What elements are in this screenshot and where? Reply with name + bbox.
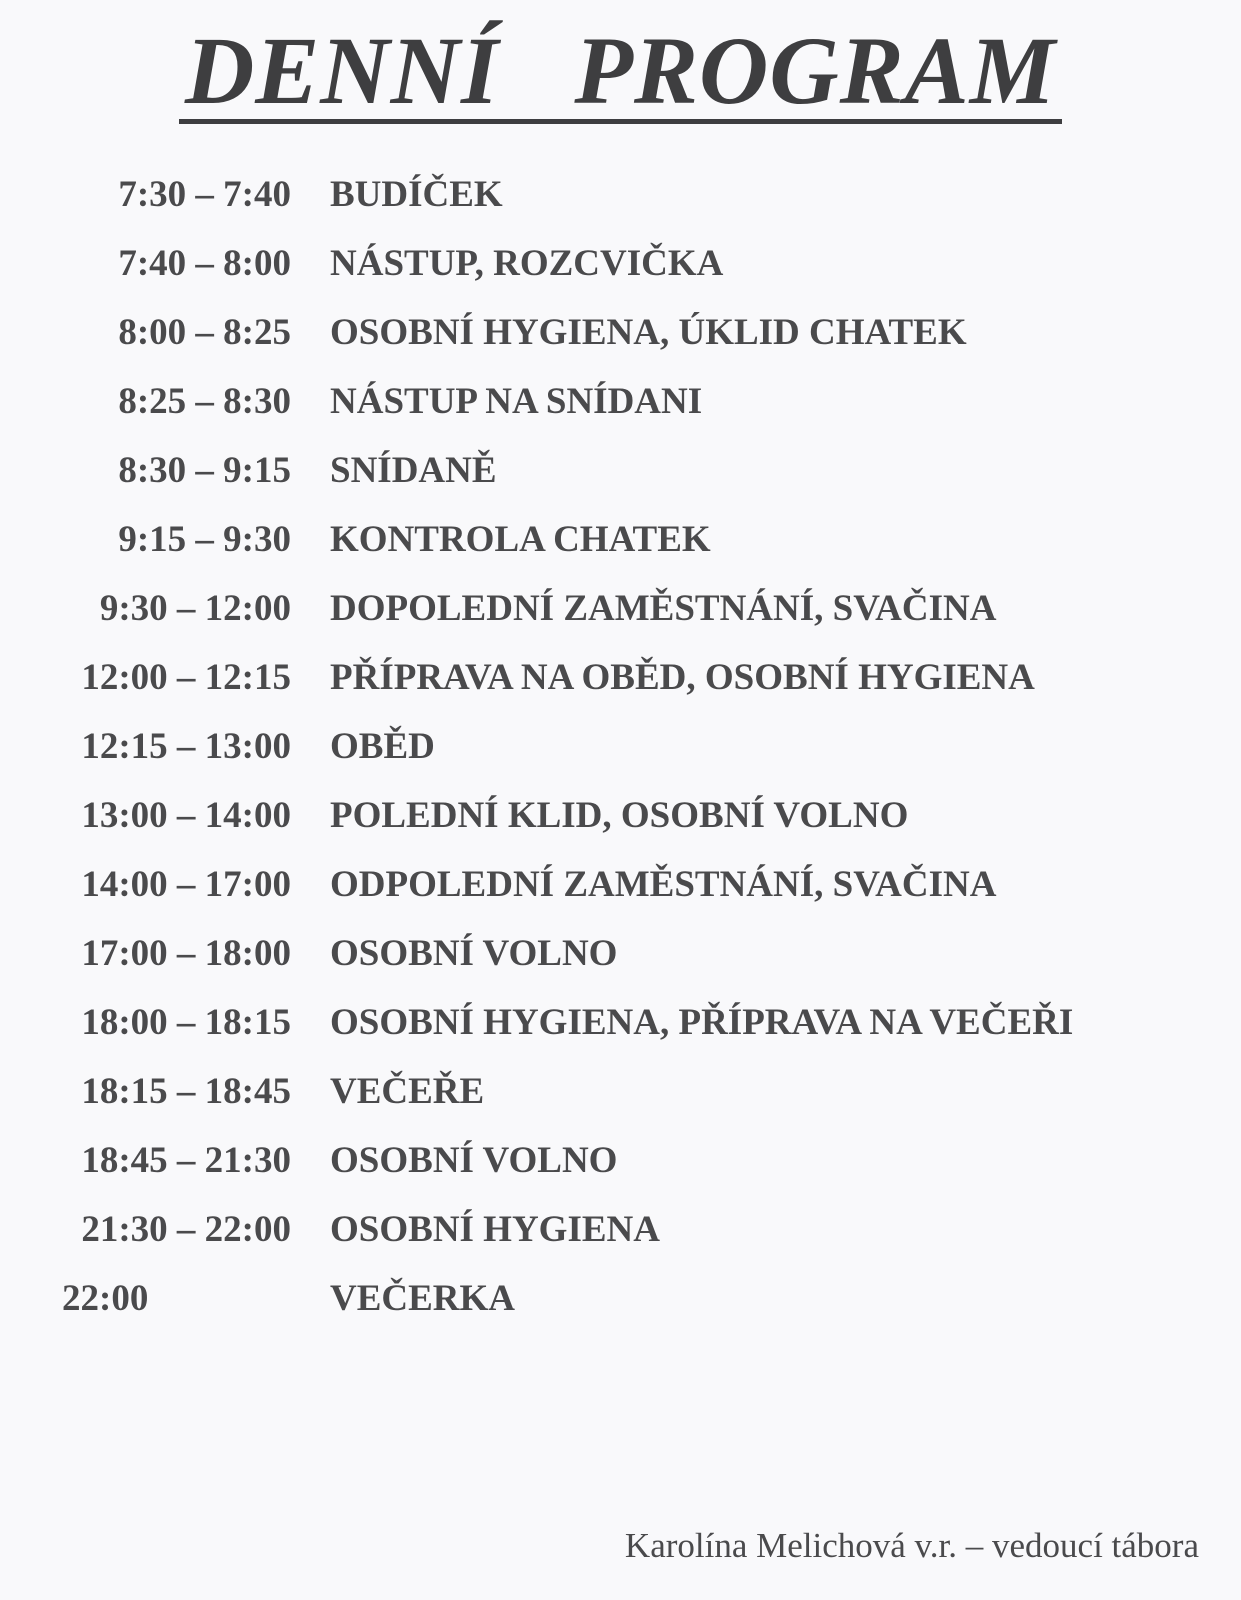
schedule-activity: OSOBNÍ HYGIENA, PŘÍPRAVA NA VEČEŘI: [330, 1002, 1074, 1043]
schedule-time: 18:00 – 18:15: [81, 1002, 291, 1043]
page-title-text: DENNÍ PROGRAM: [179, 23, 1062, 124]
schedule-activity: DOPOLEDNÍ ZAMĚSTNÁNÍ, SVAČINA: [330, 588, 997, 629]
schedule-row: [0, 160, 1241, 229]
schedule-activity: POLEDNÍ KLID, OSOBNÍ VOLNO: [330, 795, 909, 836]
schedule-time: 17:00 – 18:00: [81, 933, 291, 974]
schedule-time: 22:00: [62, 1278, 149, 1319]
schedule-row: [0, 781, 1241, 850]
schedule-row: [0, 1126, 1241, 1195]
schedule-row: [0, 298, 1241, 367]
schedule-activity: KONTROLA CHATEK: [330, 519, 711, 560]
page-title: [0, 16, 1241, 126]
schedule-activity: VEČERKA: [330, 1278, 516, 1319]
schedule-row: [0, 1195, 1241, 1264]
schedule-time: 12:00 – 12:15: [81, 657, 291, 698]
schedule-time: 21:30 – 22:00: [81, 1209, 291, 1250]
schedule-time: 8:00 – 8:25: [118, 312, 291, 353]
schedule-time: 18:15 – 18:45: [81, 1071, 291, 1112]
schedule-row: [0, 229, 1241, 298]
schedule-time: 13:00 – 14:00: [81, 795, 291, 836]
schedule-activity: OSOBNÍ VOLNO: [330, 1140, 618, 1181]
schedule-time: 8:25 – 8:30: [118, 381, 291, 422]
schedule-list: [0, 160, 1241, 1333]
schedule-activity: OSOBNÍ HYGIENA: [330, 1209, 660, 1250]
schedule-row: [0, 574, 1241, 643]
schedule-activity: OBĚD: [330, 726, 435, 767]
schedule-activity: ODPOLEDNÍ ZAMĚSTNÁNÍ, SVAČINA: [330, 864, 997, 905]
schedule-activity: VEČEŘE: [330, 1071, 485, 1112]
schedule-row: [0, 712, 1241, 781]
schedule-row: [0, 919, 1241, 988]
schedule-row: [0, 1264, 1241, 1333]
schedule-activity: PŘÍPRAVA NA OBĚD, OSOBNÍ HYGIENA: [330, 657, 1035, 698]
schedule-time: 8:30 – 9:15: [118, 450, 291, 491]
schedule-time: 7:30 – 7:40: [118, 174, 291, 215]
schedule-row: [0, 988, 1241, 1057]
schedule-row: [0, 643, 1241, 712]
schedule-activity: NÁSTUP, ROZCVIČKA: [330, 243, 724, 284]
schedule-activity: SNÍDANĚ: [330, 450, 497, 491]
schedule-time: 9:30 – 12:00: [99, 588, 291, 629]
schedule-row: [0, 367, 1241, 436]
schedule-activity: OSOBNÍ VOLNO: [330, 933, 618, 974]
schedule-time: 7:40 – 8:00: [118, 243, 291, 284]
schedule-time: 14:00 – 17:00: [81, 864, 291, 905]
schedule-row: [0, 436, 1241, 505]
signature: Karolína Melichová v.r. – vedoucí tábora: [624, 1526, 1199, 1565]
schedule-time: 9:15 – 9:30: [118, 519, 291, 560]
schedule-activity: BUDÍČEK: [330, 174, 503, 215]
schedule-row: [0, 1057, 1241, 1126]
schedule-time: 18:45 – 21:30: [81, 1140, 291, 1181]
schedule-activity: NÁSTUP NA SNÍDANI: [330, 381, 703, 422]
schedule-row: [0, 505, 1241, 574]
schedule-row: [0, 850, 1241, 919]
schedule-time: 12:15 – 13:00: [81, 726, 291, 767]
schedule-activity: OSOBNÍ HYGIENA, ÚKLID CHATEK: [330, 312, 967, 353]
